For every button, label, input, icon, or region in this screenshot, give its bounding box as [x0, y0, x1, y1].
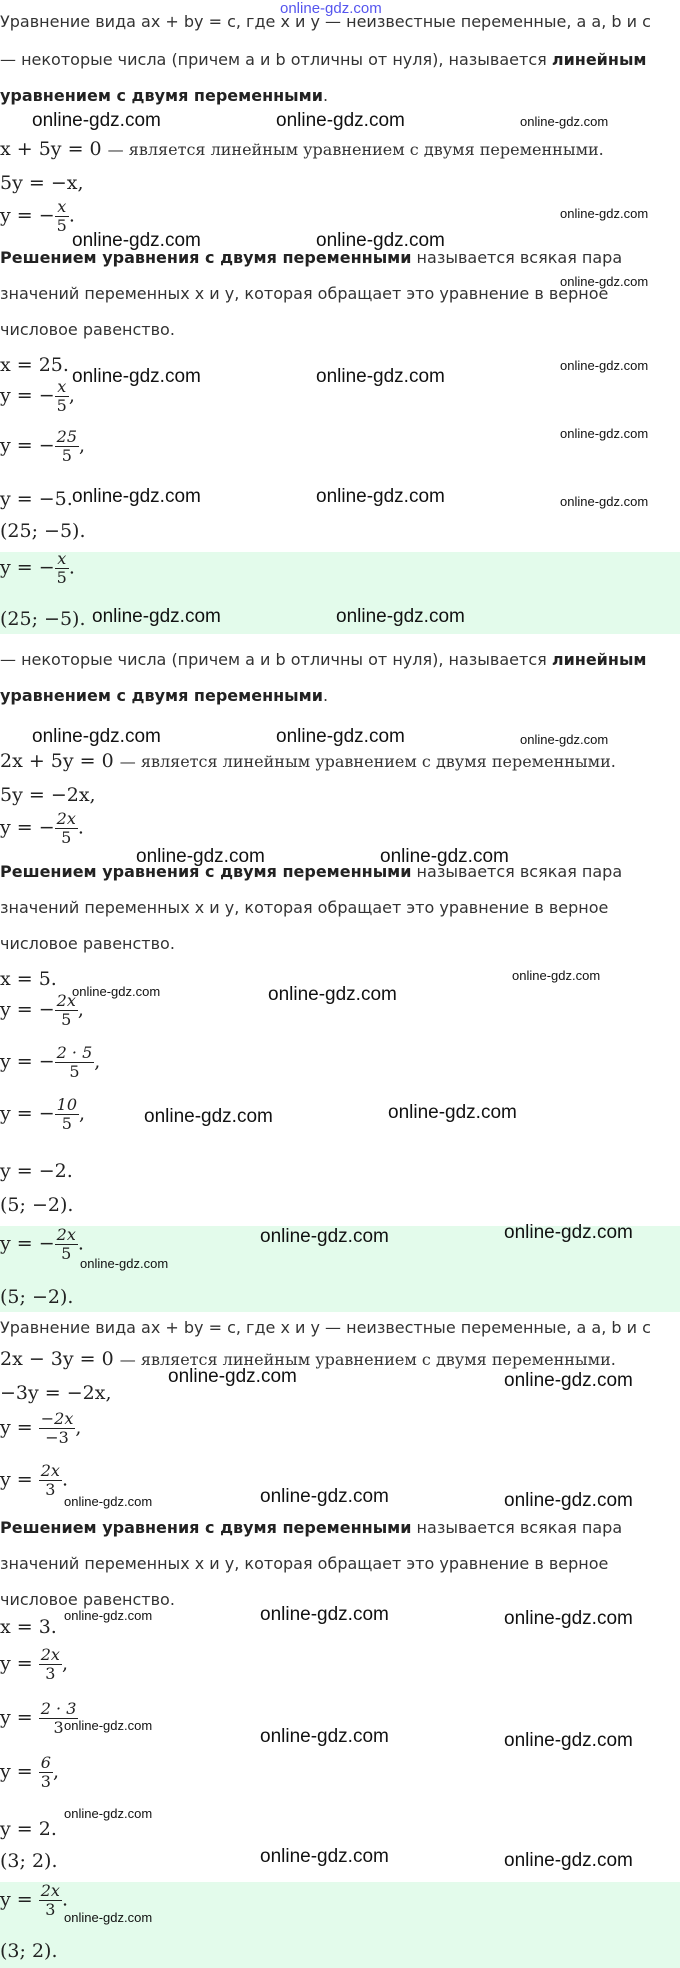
- answer-pair: (3; 2).: [0, 1940, 58, 1962]
- answer-pair: (5; −2).: [0, 1194, 74, 1216]
- watermark: online-gdz.com: [512, 968, 601, 983]
- step-line: 5y = −2x,: [0, 784, 96, 806]
- answer-pair: (25; −5).: [0, 520, 86, 542]
- watermark: online-gdz.com: [260, 1846, 389, 1867]
- y-expression: y = − $\frac{x}{5}$ ,: [0, 377, 75, 415]
- watermark: online-gdz.com: [260, 1486, 389, 1507]
- example-equation: 2x − 3y = 0 — является линейным уравнением с двумя переменными.: [0, 1348, 616, 1370]
- watermark: online-gdz.com: [168, 1366, 297, 1387]
- y-expression: y = − $\frac{10}{5}$ ,: [0, 1095, 86, 1133]
- answer-pair: (3; 2).: [0, 1850, 58, 1872]
- fraction: $\frac{2x}{5}$: [56, 1225, 76, 1263]
- fraction: $\frac{2 \cdot 5}{5}$: [56, 1043, 93, 1081]
- solution-definition-3: числовое равенство.: [0, 934, 175, 953]
- y-value: y = −5.: [0, 488, 73, 510]
- y-expression: y = − $\frac{2x}{5}$ .: [0, 1225, 84, 1263]
- fraction: $\frac{x}{5}$: [56, 549, 67, 587]
- watermark: online-gdz.com: [504, 1608, 633, 1629]
- y-expression: y = $\frac{6}{3}$ ,: [0, 1753, 59, 1791]
- fraction: $\frac{2 \cdot 3}{3}$: [40, 1699, 77, 1737]
- watermark: online-gdz.com: [260, 1726, 389, 1747]
- watermark: online-gdz.com: [336, 606, 465, 627]
- watermark: online-gdz.com: [276, 110, 405, 131]
- fraction: $\frac{2x}{3}$: [40, 1461, 60, 1499]
- solution-definition-3: числовое равенство.: [0, 320, 175, 339]
- definition-line-2: уравнением с двумя переменными.: [0, 686, 329, 705]
- watermark: online-gdz.com: [72, 984, 161, 999]
- watermark: online-gdz.com: [504, 1370, 633, 1391]
- watermark: online-gdz.com: [136, 846, 265, 867]
- y-expression: y = − $\frac{2 \cdot 5}{5}$ ,: [0, 1043, 101, 1081]
- solution-definition-3: числовое равенство.: [0, 1590, 175, 1609]
- watermark: online-gdz.com: [560, 494, 649, 509]
- watermark: online-gdz.com: [504, 1490, 633, 1511]
- x-value: x = 3.: [0, 1616, 57, 1638]
- solution-definition-2: значений переменных x и y, которая обращает это уравнение в верное: [0, 284, 609, 303]
- watermark: online-gdz.com: [316, 366, 445, 387]
- x-value: x = 5.: [0, 968, 57, 990]
- watermark: online-gdz.com: [504, 1850, 633, 1871]
- y-value: y = 2.: [0, 1818, 57, 1840]
- watermark: online-gdz.com: [72, 366, 201, 387]
- watermark: online-gdz.com: [64, 1718, 153, 1733]
- y-expression: y = $\frac{2 \cdot 3}{3}$: [0, 1699, 77, 1737]
- definition-intro: Уравнение вида ax + by = c, где x и y — неизвестные переменные, а a, b и c: [0, 1318, 651, 1337]
- example-equation: 2x + 5y = 0 — является линейным уравнением с двумя переменными.: [0, 750, 616, 772]
- watermark: online-gdz.com: [268, 984, 397, 1005]
- watermark: online-gdz.com: [32, 110, 161, 131]
- watermark: online-gdz.com: [72, 486, 201, 507]
- watermark: online-gdz.com: [560, 358, 649, 373]
- y-expression: y = − $\frac{x}{5}$ .: [0, 549, 75, 587]
- fraction: $\frac{25}{5}$: [56, 427, 78, 465]
- step-line: −3y = −2x,: [0, 1382, 112, 1404]
- watermark: online-gdz.com: [316, 486, 445, 507]
- watermark: online-gdz.com: [316, 230, 445, 251]
- y-expression: y = − $\frac{25}{5}$ ,: [0, 427, 86, 465]
- watermark: online-gdz.com: [388, 1102, 517, 1123]
- solution-definition-1: Решением уравнения с двумя переменными называется всякая пара: [0, 1518, 623, 1537]
- definition-line-2: уравнением с двумя переменными.: [0, 86, 329, 105]
- y-expression: y = − $\frac{2x}{5}$ .: [0, 809, 84, 847]
- watermark: online-gdz.com: [64, 1494, 153, 1509]
- step-line: 5y = −x,: [0, 172, 84, 194]
- fraction: $\frac{2x}{3}$: [40, 1881, 60, 1919]
- solution-definition-2: значений переменных x и y, которая обращает это уравнение в верное: [0, 1554, 609, 1573]
- fraction: $\frac{10}{5}$: [56, 1095, 78, 1133]
- fraction: $\frac{6}{3}$: [40, 1753, 51, 1791]
- watermark: online-gdz.com: [520, 114, 609, 129]
- definition-line-1: — некоторые числа (причем a и b отличны от нуля), называется линейным: [0, 650, 647, 669]
- watermark: online-gdz.com: [380, 846, 509, 867]
- solution-definition-2: значений переменных x и y, которая обращает это уравнение в верное: [0, 898, 609, 917]
- y-expression: y = $\frac{-2x}{-3}$ ,: [0, 1409, 82, 1447]
- answer-pair: (5; −2).: [0, 1286, 74, 1308]
- y-value: y = −2.: [0, 1160, 73, 1182]
- watermark: online-gdz.com: [260, 1604, 389, 1625]
- y-expression: y = $\frac{2x}{3}$ ,: [0, 1645, 68, 1683]
- watermark: online-gdz.com: [64, 1608, 153, 1623]
- example-equation: x + 5y = 0 — является линейным уравнением с двумя переменными.: [0, 138, 604, 160]
- watermark: online-gdz.com: [276, 726, 405, 747]
- watermark: online-gdz.com: [560, 426, 649, 441]
- answer-pair: (25; −5).: [0, 608, 86, 630]
- result-highlight-3: [0, 1882, 680, 1968]
- fraction: $\frac{2x}{3}$: [40, 1645, 60, 1683]
- y-expression: y = − $\frac{x}{5}$ .: [0, 197, 75, 235]
- watermark: online-gdz.com: [260, 1226, 389, 1247]
- watermark: online-gdz.com: [64, 1910, 153, 1925]
- watermark: online-gdz.com: [92, 606, 221, 627]
- fraction: $\frac{2x}{5}$: [56, 809, 76, 847]
- watermark: online-gdz.com: [32, 726, 161, 747]
- solution-definition-1: Решением уравнения с двумя переменными называется всякая пара: [0, 248, 623, 267]
- definition-line-1: — некоторые числа (причем a и b отличны от нуля), называется линейным: [0, 50, 647, 69]
- watermark: online-gdz.com: [520, 732, 609, 747]
- definition-intro: Уравнение вида ax + by = c, где x и y — неизвестные переменные, а a, b и c: [0, 12, 651, 31]
- watermark: online-gdz.com: [504, 1730, 633, 1751]
- watermark: online-gdz.com: [80, 1256, 169, 1271]
- y-expression: y = $\frac{2x}{3}$ .: [0, 1461, 68, 1499]
- x-value: x = 25.: [0, 354, 69, 376]
- fraction: $\frac{-2x}{-3}$: [40, 1409, 74, 1447]
- fraction: $\frac{x}{5}$: [56, 197, 67, 235]
- watermark-top: online-gdz.com: [280, 0, 382, 17]
- solution-definition-1: Решением уравнения с двумя переменными называется всякая пара: [0, 862, 623, 881]
- watermark: online-gdz.com: [560, 274, 649, 289]
- watermark: online-gdz.com: [504, 1222, 633, 1243]
- fraction: $\frac{2x}{5}$: [56, 991, 76, 1029]
- y-expression: y = − $\frac{2x}{5}$ ,: [0, 991, 84, 1029]
- watermark: online-gdz.com: [72, 230, 201, 251]
- watermark: online-gdz.com: [64, 1806, 153, 1821]
- watermark: online-gdz.com: [560, 206, 649, 221]
- watermark: online-gdz.com: [144, 1106, 273, 1127]
- y-expression: y = $\frac{2x}{3}$ .: [0, 1881, 68, 1919]
- fraction: $\frac{x}{5}$: [56, 377, 67, 415]
